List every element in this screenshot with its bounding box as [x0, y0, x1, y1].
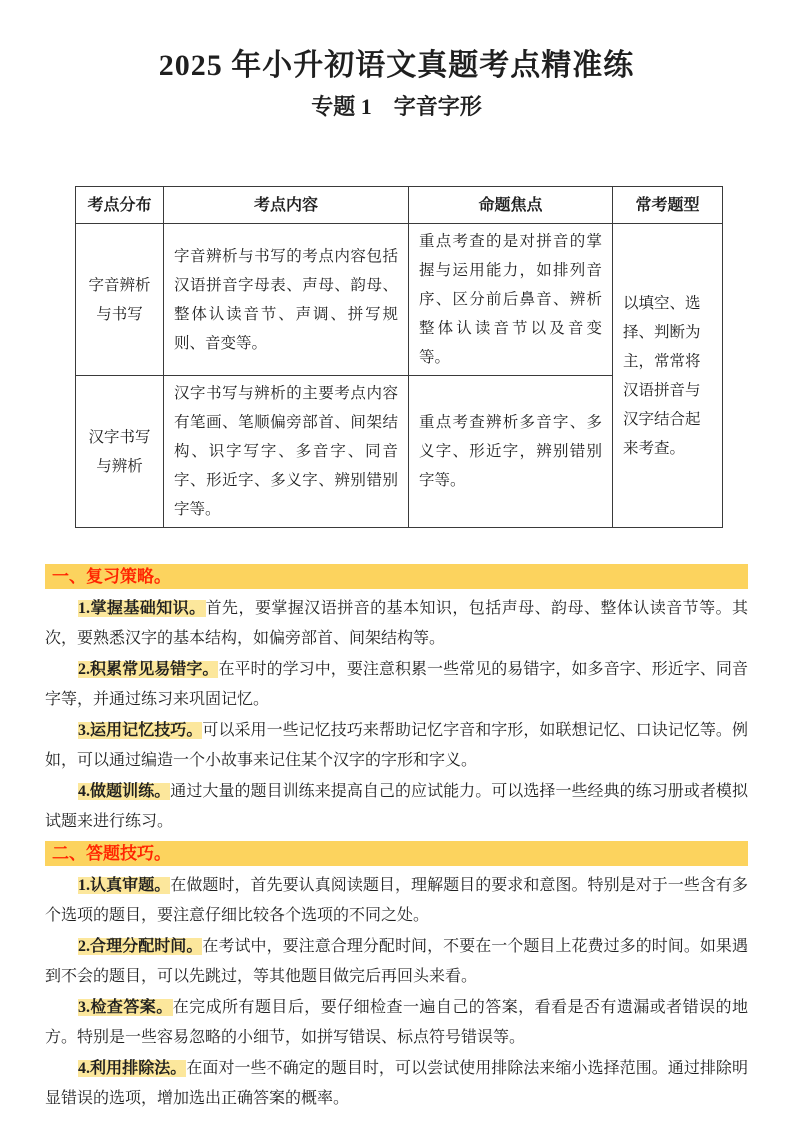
item-text: 在面对一些不确定的题目时，可以尝试使用排除法来缩小选择范围。通过排除明显错误的选项，增加选出正确答案的概率。 — [45, 1060, 748, 1107]
page-title: 2025 年小升初语文真题考点精准练 — [158, 49, 635, 82]
list-item — [45, 777, 748, 837]
cell-distribution: 汉字书写与辨析 — [76, 376, 164, 528]
item-label: 1.掌握基础知识。 — [78, 600, 206, 617]
table-header-row — [76, 187, 723, 224]
item-text: 在做题时，首先要认真阅读题目，理解题目的要求和意图。特别是对于一些含有多个选项的题目，要注意仔细比较各个选项的不同之处。 — [45, 877, 748, 924]
table-row-pronunciation — [76, 224, 723, 376]
list-item — [45, 716, 748, 776]
item-label: 1.认真审题。 — [78, 877, 171, 894]
header-question-focus: 命题焦点 — [409, 187, 613, 224]
cell-question-types: 以填空、选择、判断为主，常常将汉语拼音与汉字结合起来考查。 — [613, 224, 723, 528]
item-text: 通过大量的题目训练来提高自己的应试能力。可以选择一些经典的练习册或者模拟试题来进行练习。 — [45, 783, 748, 830]
item-text: 可以采用一些记忆技巧来帮助记忆字音和字形，如联想记忆、口诀记忆等。例如，可以通过编造一个小故事来记住某个汉字的字形和字义。 — [45, 722, 748, 769]
cell-focus: 重点考查辨析多音字、多义字、形近字，辨别错别字等。 — [409, 376, 613, 528]
section-heading-review-strategy: 一、复习策略。 — [45, 564, 748, 589]
list-item — [45, 993, 748, 1053]
item-label: 4.做题训练。 — [78, 783, 171, 800]
list-item — [45, 1054, 748, 1114]
cell-focus: 重点考查的是对拼音的掌握与运用能力，如排列音序、区分前后鼻音、辨析整体认读音节以及音变等。 — [409, 224, 613, 376]
section-heading-answer-techniques: 二、答题技巧。 — [45, 841, 748, 866]
list-item — [45, 655, 748, 715]
item-text: 首先，要掌握汉语拼音的基本知识，包括声母、韵母、整体认读音节等。其次，要熟悉汉字的基本结构，如偏旁部首、间架结构等。 — [45, 600, 748, 647]
item-label: 3.运用记忆技巧。 — [78, 722, 203, 739]
item-label: 3.检查答案。 — [78, 999, 173, 1016]
item-text: 在考试中，要注意合理分配时间，不要在一个题目上花费过多的时间。如果遇到不会的题目，可以先跳过，等其他题目做完后再回头来看。 — [45, 938, 748, 985]
header-common-question-types: 常考题型 — [613, 187, 723, 224]
item-label: 4.利用排除法。 — [78, 1060, 187, 1077]
item-label: 2.合理分配时间。 — [78, 938, 203, 955]
exam-points-table — [75, 186, 723, 528]
cell-distribution: 字音辨析与书写 — [76, 224, 164, 376]
header-point-distribution: 考点分布 — [76, 187, 164, 224]
list-item — [45, 932, 748, 992]
header-point-content: 考点内容 — [164, 187, 409, 224]
cell-content: 汉字书写与辨析的主要考点内容有笔画、笔顺偏旁部首、间架结构、识字写字、多音字、同音字、形近字、多义字、辨别错别字等。 — [164, 376, 409, 528]
item-label: 2.积累常见易错字。 — [78, 661, 219, 678]
item-text: 在平时的学习中，要注意积累一些常见的易错字，如多音字、形近字、同音字等，并通过练习来巩固记忆。 — [45, 661, 748, 708]
item-text: 在完成所有题目后，要仔细检查一遍自己的答案，看看是否有遗漏或者错误的地方。特别是一些容易忽略的小细节，如拼写错误、标点符号错误等。 — [45, 999, 748, 1046]
page-subtitle: 专题 1 字音字形 — [311, 94, 482, 119]
cell-content: 字音辨析与书写的考点内容包括汉语拼音字母表、声母、韵母、整体认读音节、声调、拼写规则、音变等。 — [164, 224, 409, 376]
list-item — [45, 594, 748, 654]
document-body — [45, 564, 748, 1114]
list-item — [45, 871, 748, 931]
